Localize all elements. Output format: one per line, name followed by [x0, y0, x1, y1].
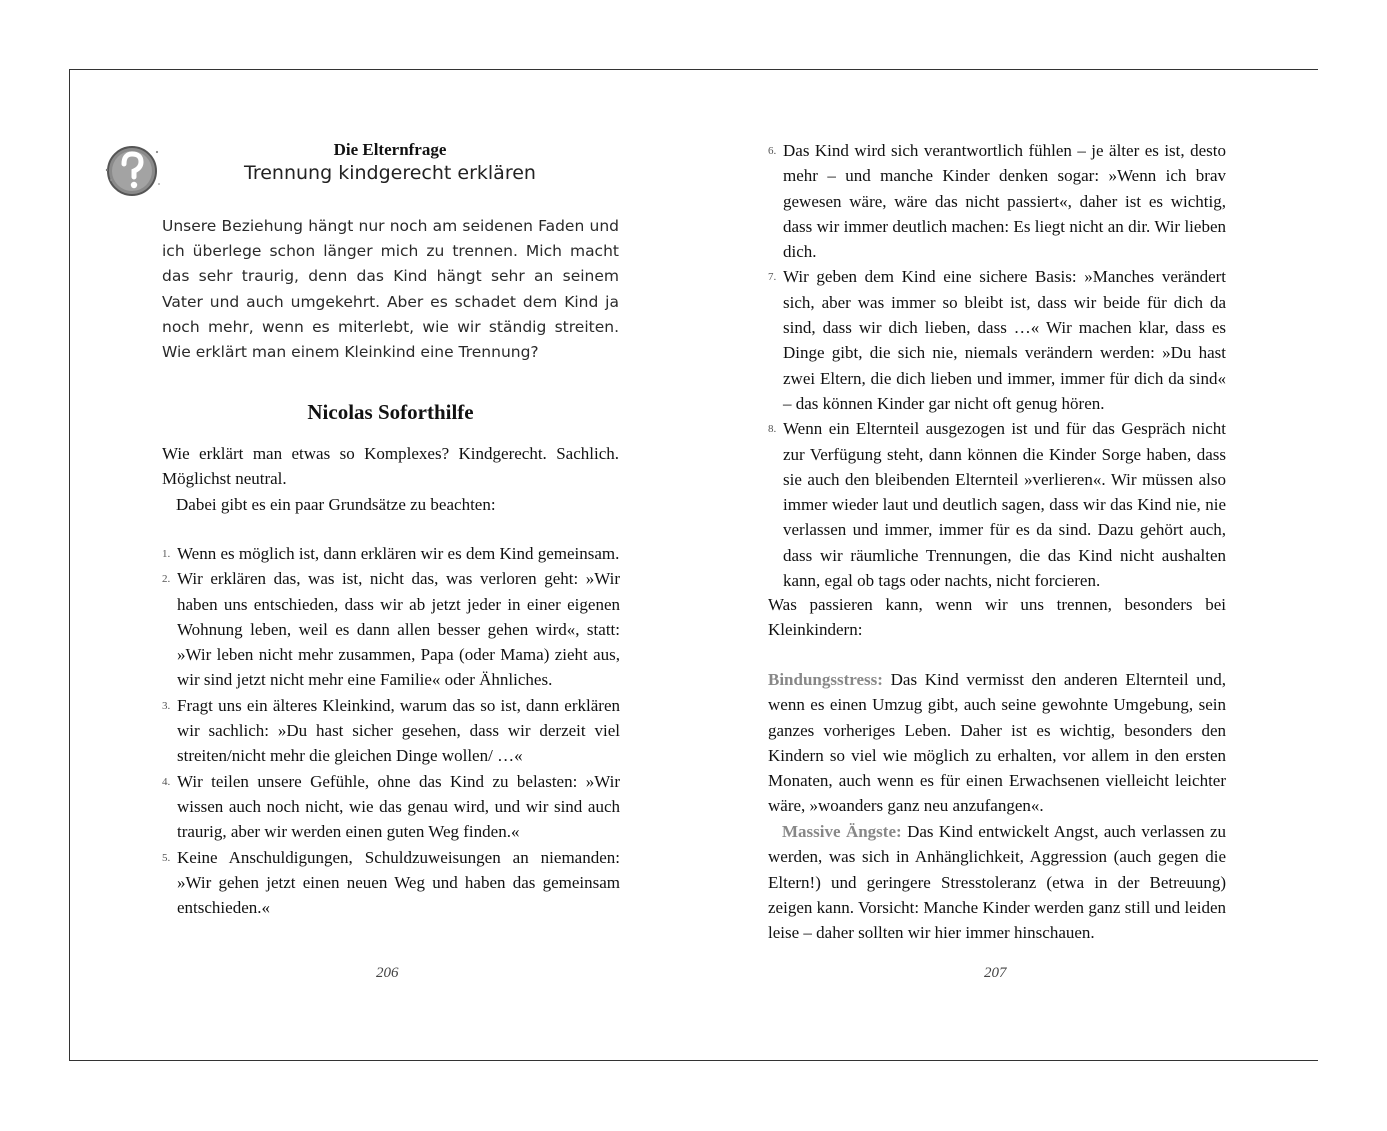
- intro-paragraph: Wie erklärt man etwas so Komplexes? Kindgerecht. Sachlich. Möglichst neutral.: [162, 444, 619, 489]
- list-number: 5.: [162, 851, 171, 864]
- list-item: [162, 845, 620, 921]
- list-number: 1.: [162, 548, 171, 560]
- list-number: 3.: [162, 699, 171, 712]
- consequences-intro: Was passieren kann, wenn wir uns trennen, besonders bei Kleinkindern:: [768, 595, 1226, 640]
- bindungsstress-paragraph: [768, 667, 1226, 819]
- intro-paragraph-2: Dabei gibt es ein paar Grundsätze zu beachten:: [176, 495, 496, 514]
- headline: Trennung kindgerecht erklären: [244, 162, 536, 184]
- list-item-text: Wir erklären das, was ist, nicht das, was verloren geht: »Wir haben uns entschieden, dass wir ab jetzt jeder in einer eigenen Wohnung leben, weil es dann allen besser gehen wird«, statt: »Wir leben nicht mehr zusammen, Papa (oder Mama) zieht aus, wir sind jetzt nicht mehr eine Familie« oder Ähnliches.: [177, 569, 620, 690]
- term-label: Massive Ängste:: [782, 822, 902, 841]
- term-text: Das Kind entwickelt Angst, auch verlassen zu werden, was sich in Anhänglichkeit, Aggression (auch gegen die Eltern!) und geringere Stresstoleranz (etwa in der Betreuung) zeigen kann. Vorsicht: Manche Kinder werden ganz still und leiden leise – daher sollten wir hier immer hinschauen.: [768, 822, 1227, 943]
- list-item: [768, 416, 1226, 593]
- list-item-text: Wenn ein Elternteil ausgezogen ist und für das Gespräch nicht zur Verfügung steht, dann können die Kinder Sorge haben, dass sie auch den bleibenden Elternteil »verlieren«. Wir müssen also immer wieder laut und deutlich sagen, dass wir das Kind nie, nie verlassen und immer, immer für es da sind. Dazu gehört auch, dass wir räumliche Trennungen, die das Kind nicht aushalten kann, egal ob tags oder nachts, nicht forcieren.: [783, 419, 1226, 591]
- list-item-text: Das Kind wird sich verantwortlich fühlen – je älter es ist, desto mehr – und manche Kinder denken sogar: »Wenn ich brav gewesen wäre, wäre das nicht passiert«, daher ist es wichtig, dass wir immer deutlich machen: Es liegt nicht an dir. Wir lieben dich.: [783, 141, 1226, 262]
- question-mark-icon: [101, 140, 165, 200]
- list-number: 4.: [162, 775, 171, 788]
- list-item: [768, 264, 1226, 416]
- term-text: Das Kind vermisst den anderen Elternteil und, wenn es einen Umzug gibt, auch seine gewohnte Umgebung, sein ganzes vorheriges Leben. Daher ist es wichtig, besonders den Kindern so viel wie möglich zu erhalten, vor allem in den ersten Monaten, auch wenn es für einen Erwachsenen vielleicht leichter wäre, »woanders ganz neu anzufangen«.: [768, 670, 1227, 816]
- list-number: 8.: [768, 423, 777, 436]
- kicker: Die Elternfrage: [333, 140, 447, 159]
- page-number-right: 207: [984, 965, 1007, 981]
- list-item: [162, 566, 620, 692]
- list-item-text: Keine Anschuldigungen, Schuldzuweisungen an niemanden: »Wir gehen jetzt einen neuen Weg und haben das gemeinsam entschieden.«: [177, 847, 620, 918]
- principles-list-left: [162, 541, 620, 920]
- list-number: 2.: [162, 573, 171, 586]
- section-title: Nicolas Soforthilfe: [307, 400, 474, 424]
- aengste-paragraph: [768, 819, 1226, 945]
- list-item-text: Fragt uns ein älteres Kleinkind, warum das so ist, dann erklären wir sachlich: »Du hast sicher gesehen, dass wir derzeit viel streiten/nicht mehr die gleichen Dinge wollen/ …«: [177, 695, 620, 766]
- page-number-left: 206: [376, 965, 399, 981]
- list-number: 6.: [768, 145, 777, 157]
- list-item: [768, 138, 1226, 264]
- list-item-text: Wir teilen unsere Gefühle, ohne das Kind zu belasten: »Wir wissen auch noch nicht, wie das genau wird, und wir sind auch traurig, aber wir werden einen guten Weg finden.«: [177, 771, 620, 842]
- list-number: 7.: [768, 271, 777, 284]
- list-item-text: Wir geben dem Kind eine sichere Basis: »Manches verändert sich, aber was immer so bleibt ist, dass wir beide für dich da sind, dass wir dich lieben, dass …« Wir machen klar, dass es Dinge gibt, die sich nie, niemals verändern werden: »Du hast zwei Eltern, die dich lieben und immer, immer für dich da sind« – das können Kinder gar nicht oft genug hören.: [783, 267, 1226, 413]
- list-item: [162, 541, 620, 566]
- term-label: Bindungsstress:: [768, 670, 883, 689]
- principles-list-right: [768, 138, 1226, 593]
- list-item: [162, 693, 620, 769]
- list-item-text: Wenn es möglich ist, dann erklären wir es dem Kind gemeinsam.: [177, 544, 620, 563]
- parent-question: Unsere Beziehung hängt nur noch am seidenen Faden und ich überlege schon länger mich zu trennen. Mich macht das sehr traurig, denn das Kind hängt sehr an seinem Vater und auch umgekehrt. Aber es schadet dem Kind ja noch mehr, wenn es miterlebt, wie wir ständig streiten. Wie erklärt man einem Kleinkind eine Trennung?: [162, 217, 619, 362]
- list-item: [162, 769, 620, 845]
